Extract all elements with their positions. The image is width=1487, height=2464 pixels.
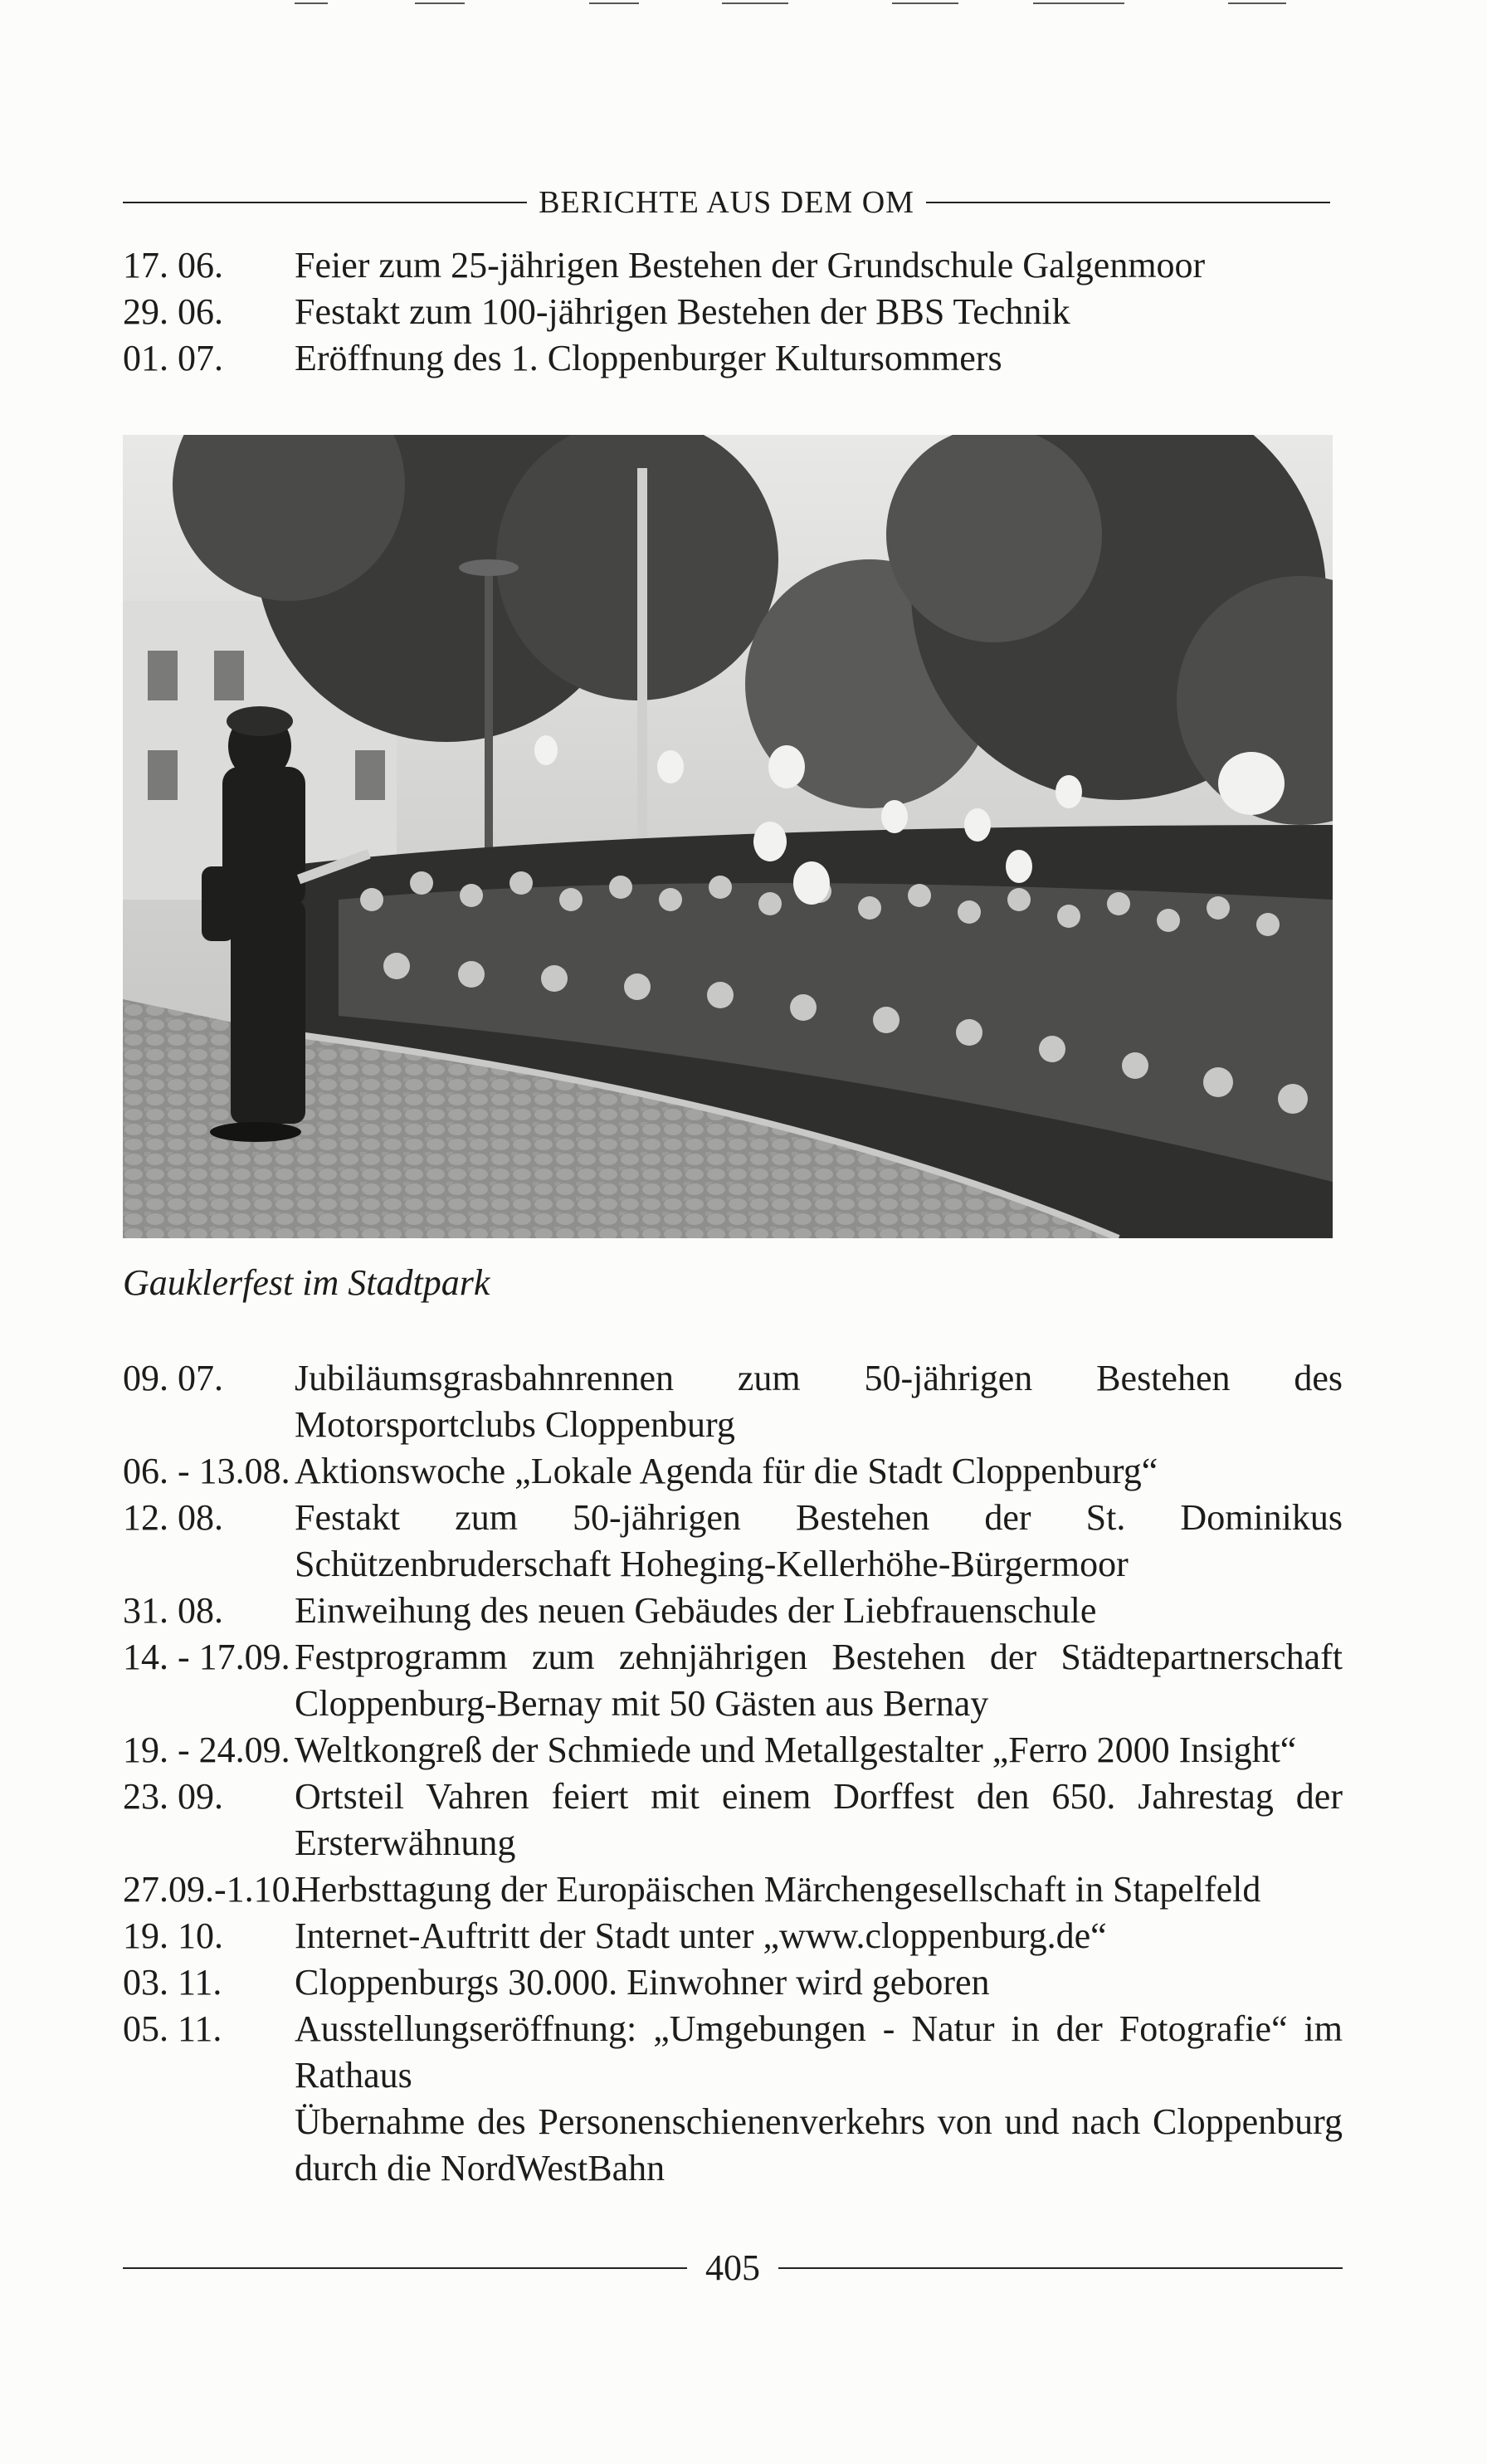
entry-text: Übernahme des Personenschienenverkehrs von und nach Cloppenburg durch die NordWestBahn	[295, 2101, 1343, 2188]
entry-text: Herbsttagung der Europäischen Märchengesellschaft in Stapelfeld	[295, 1869, 1261, 1910]
entry-text: Cloppenburgs 30.000. Einwohner wird geboren	[295, 1962, 990, 2003]
running-header	[123, 184, 1330, 221]
chronicle-entry	[123, 1913, 1343, 1959]
entry-date: 06. - 13.08.	[123, 1451, 290, 1491]
chronicle-entry	[123, 242, 1343, 289]
chronicle-entry	[123, 1866, 1343, 1913]
entry-date: 09. 07.	[123, 1358, 223, 1398]
chronicle-entry	[123, 1959, 1343, 2006]
chronicle-entry	[123, 1448, 1343, 1495]
entry-date: 01. 07.	[123, 338, 223, 378]
entry-date: 14. - 17.09.	[123, 1637, 290, 1677]
running-header-title: BERICHTE AUS DEM OM	[539, 185, 914, 220]
gauklerfest-photo	[123, 435, 1333, 1238]
entry-text: Festakt zum 50-jährigen Bestehen der St. Dominikus Schützenbruderschaft Hoheging-Kellerhöhe-Bürgermoor	[295, 1497, 1343, 1584]
entry-text: Weltkongreß der Schmiede und Metallgestalter „Ferro 2000 Insight“	[295, 1730, 1297, 1770]
photo-caption: Gauklerfest im Stadtpark	[123, 1262, 490, 1303]
entry-date: 23. 09.	[123, 1776, 223, 1817]
chronicle-entry	[123, 1588, 1343, 1634]
entry-date: 12. 08.	[123, 1497, 223, 1538]
entry-date: 03. 11.	[123, 1962, 222, 2003]
entry-date: 31. 08.	[123, 1590, 223, 1631]
header-rule-left	[123, 202, 527, 203]
entry-text: Ortsteil Vahren feiert mit einem Dorffest den 650. Jahrestag der Ersterwähnung	[295, 1776, 1343, 1863]
header-rule-right	[926, 202, 1330, 203]
chronicle-list-top	[123, 242, 1343, 382]
chronicle-entry	[123, 1355, 1343, 1448]
entry-date: 19. 10.	[123, 1915, 223, 1956]
chronicle-entry	[123, 289, 1343, 335]
entry-text: Festakt zum 100-jährigen Bestehen der BBS Technik	[295, 291, 1070, 332]
page-number: 405	[705, 2247, 760, 2288]
chronicle-entry-undated	[123, 2099, 1343, 2192]
entry-text: Internet-Auftritt der Stadt unter „www.cloppenburg.de“	[295, 1915, 1107, 1956]
chronicle-entry	[123, 335, 1343, 382]
entry-date: 27.09.-1.10.	[123, 1869, 300, 1910]
entry-text: Jubiläumsgrasbahnrennen zum 50-jährigen Bestehen des Motorsportclubs Cloppenburg	[295, 1358, 1343, 1445]
chronicle-entry	[123, 1634, 1343, 1727]
entry-text: Aktionswoche „Lokale Agenda für die Stadt Cloppenburg“	[295, 1451, 1158, 1491]
entry-date: 05. 11.	[123, 2008, 222, 2049]
entry-date: 19. - 24.09.	[123, 1730, 290, 1770]
chronicle-entry	[123, 2006, 1343, 2099]
footer-rule-right	[778, 2267, 1343, 2269]
chronicle-list-bottom	[123, 1355, 1343, 2192]
page-footer	[123, 2247, 1343, 2289]
entry-text: Eröffnung des 1. Cloppenburger Kultursommers	[295, 338, 1002, 378]
entry-text: Ausstellungseröffnung: „Umgebungen - Natur in der Fotografie“ im Rathaus	[295, 2008, 1343, 2096]
chronicle-entry	[123, 1774, 1343, 1866]
entry-text: Einweihung des neuen Gebäudes der Liebfrauenschule	[295, 1590, 1097, 1631]
chronicle-entry	[123, 1495, 1343, 1588]
entry-text: Feier zum 25-jährigen Bestehen der Grundschule Galgenmoor	[295, 245, 1206, 285]
footer-rule-left	[123, 2267, 687, 2269]
chronicle-entry	[123, 1727, 1343, 1774]
entry-date: 29. 06.	[123, 291, 223, 332]
scan-edge-rules	[0, 0, 1487, 10]
entry-text: Festprogramm zum zehnjährigen Bestehen der Städtepartnerschaft Cloppenburg-Bernay mit 50 Gästen aus Bernay	[295, 1637, 1343, 1724]
entry-date: 17. 06.	[123, 245, 223, 285]
